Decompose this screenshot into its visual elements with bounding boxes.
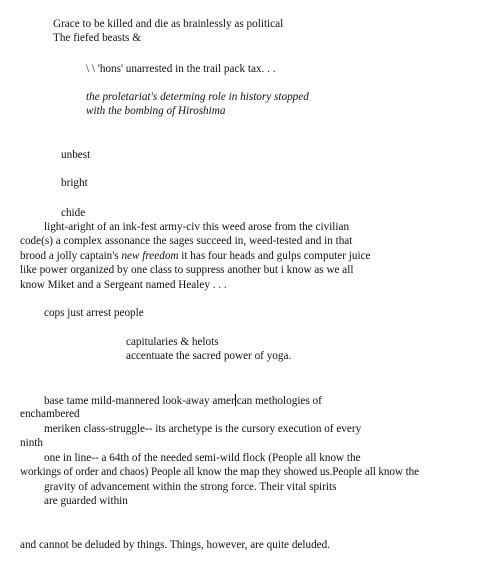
title-line-1: Grace to be killed and die as brainlessly as political (53, 18, 284, 30)
paragraph1-line-4: like power organized by one class to suppress another but i know as we all (20, 264, 354, 276)
yoga-line-2: accentuate the sacred power of yoga. (126, 350, 292, 362)
cops-line: cops just arrest people (44, 307, 144, 319)
paragraph1-line-3-end: it has four heads and gulps computer juice (178, 250, 371, 262)
paragraph2-line-7: gravity of advancement within the strong force. Their vital spirits (44, 481, 337, 493)
paragraph2-line-1-start: base tame mild-mannered look-away amer (44, 395, 235, 407)
title-line-2: The fiefed beasts & (53, 32, 141, 44)
italic-line-2: with the bombing of Hiroshima (86, 105, 226, 117)
closing-line: and cannot be deluded by things. Things, however, are quite deluded. (20, 539, 331, 551)
paragraph1-line-1: light-aright of an ink-fest army-civ this weed arose from the civilian (44, 221, 350, 233)
yoga-line-1: capitularies & helots (126, 336, 219, 348)
paragraph2-line-1 (44, 394, 322, 408)
paragraph1-line-2: code(s) a complex assonance the sages succeed in, weed-tested and in that (20, 235, 353, 247)
paragraph1-line-5: know Miket and a Sergeant named Healey . . . (20, 279, 227, 291)
paragraph2-line-5: one in line-- a 64th of the needed semi-wild flock (People all know the (44, 452, 361, 464)
quote-line: \ \ 'hons' unarrested in the trail pack tax. . . (86, 63, 276, 75)
paragraph2-line-3: meriken class-struggle-- its archetype is the cursory execution of every (44, 423, 362, 435)
paragraph2-line-4: ninth (20, 437, 43, 449)
new-freedom-italic: new freedom (121, 250, 179, 262)
word-chide: chide (61, 207, 86, 219)
paragraph1-line-3 (20, 250, 371, 263)
paragraph2-line-6: workings of order and chaos) People all know the map they showed us.People all know the (20, 466, 419, 478)
italic-line-1: the proletariat's determing role in history stopped (86, 91, 309, 103)
word-bright: bright (61, 177, 88, 189)
word-unbest: unbest (61, 149, 91, 161)
paragraph2-line-1-end: can methologies of (236, 395, 322, 407)
paragraph1-line-3-start: brood a jolly captain's (20, 250, 122, 262)
paragraph2-line-2: enchambered (20, 408, 80, 420)
paragraph2-line-8: are guarded within (44, 495, 128, 507)
